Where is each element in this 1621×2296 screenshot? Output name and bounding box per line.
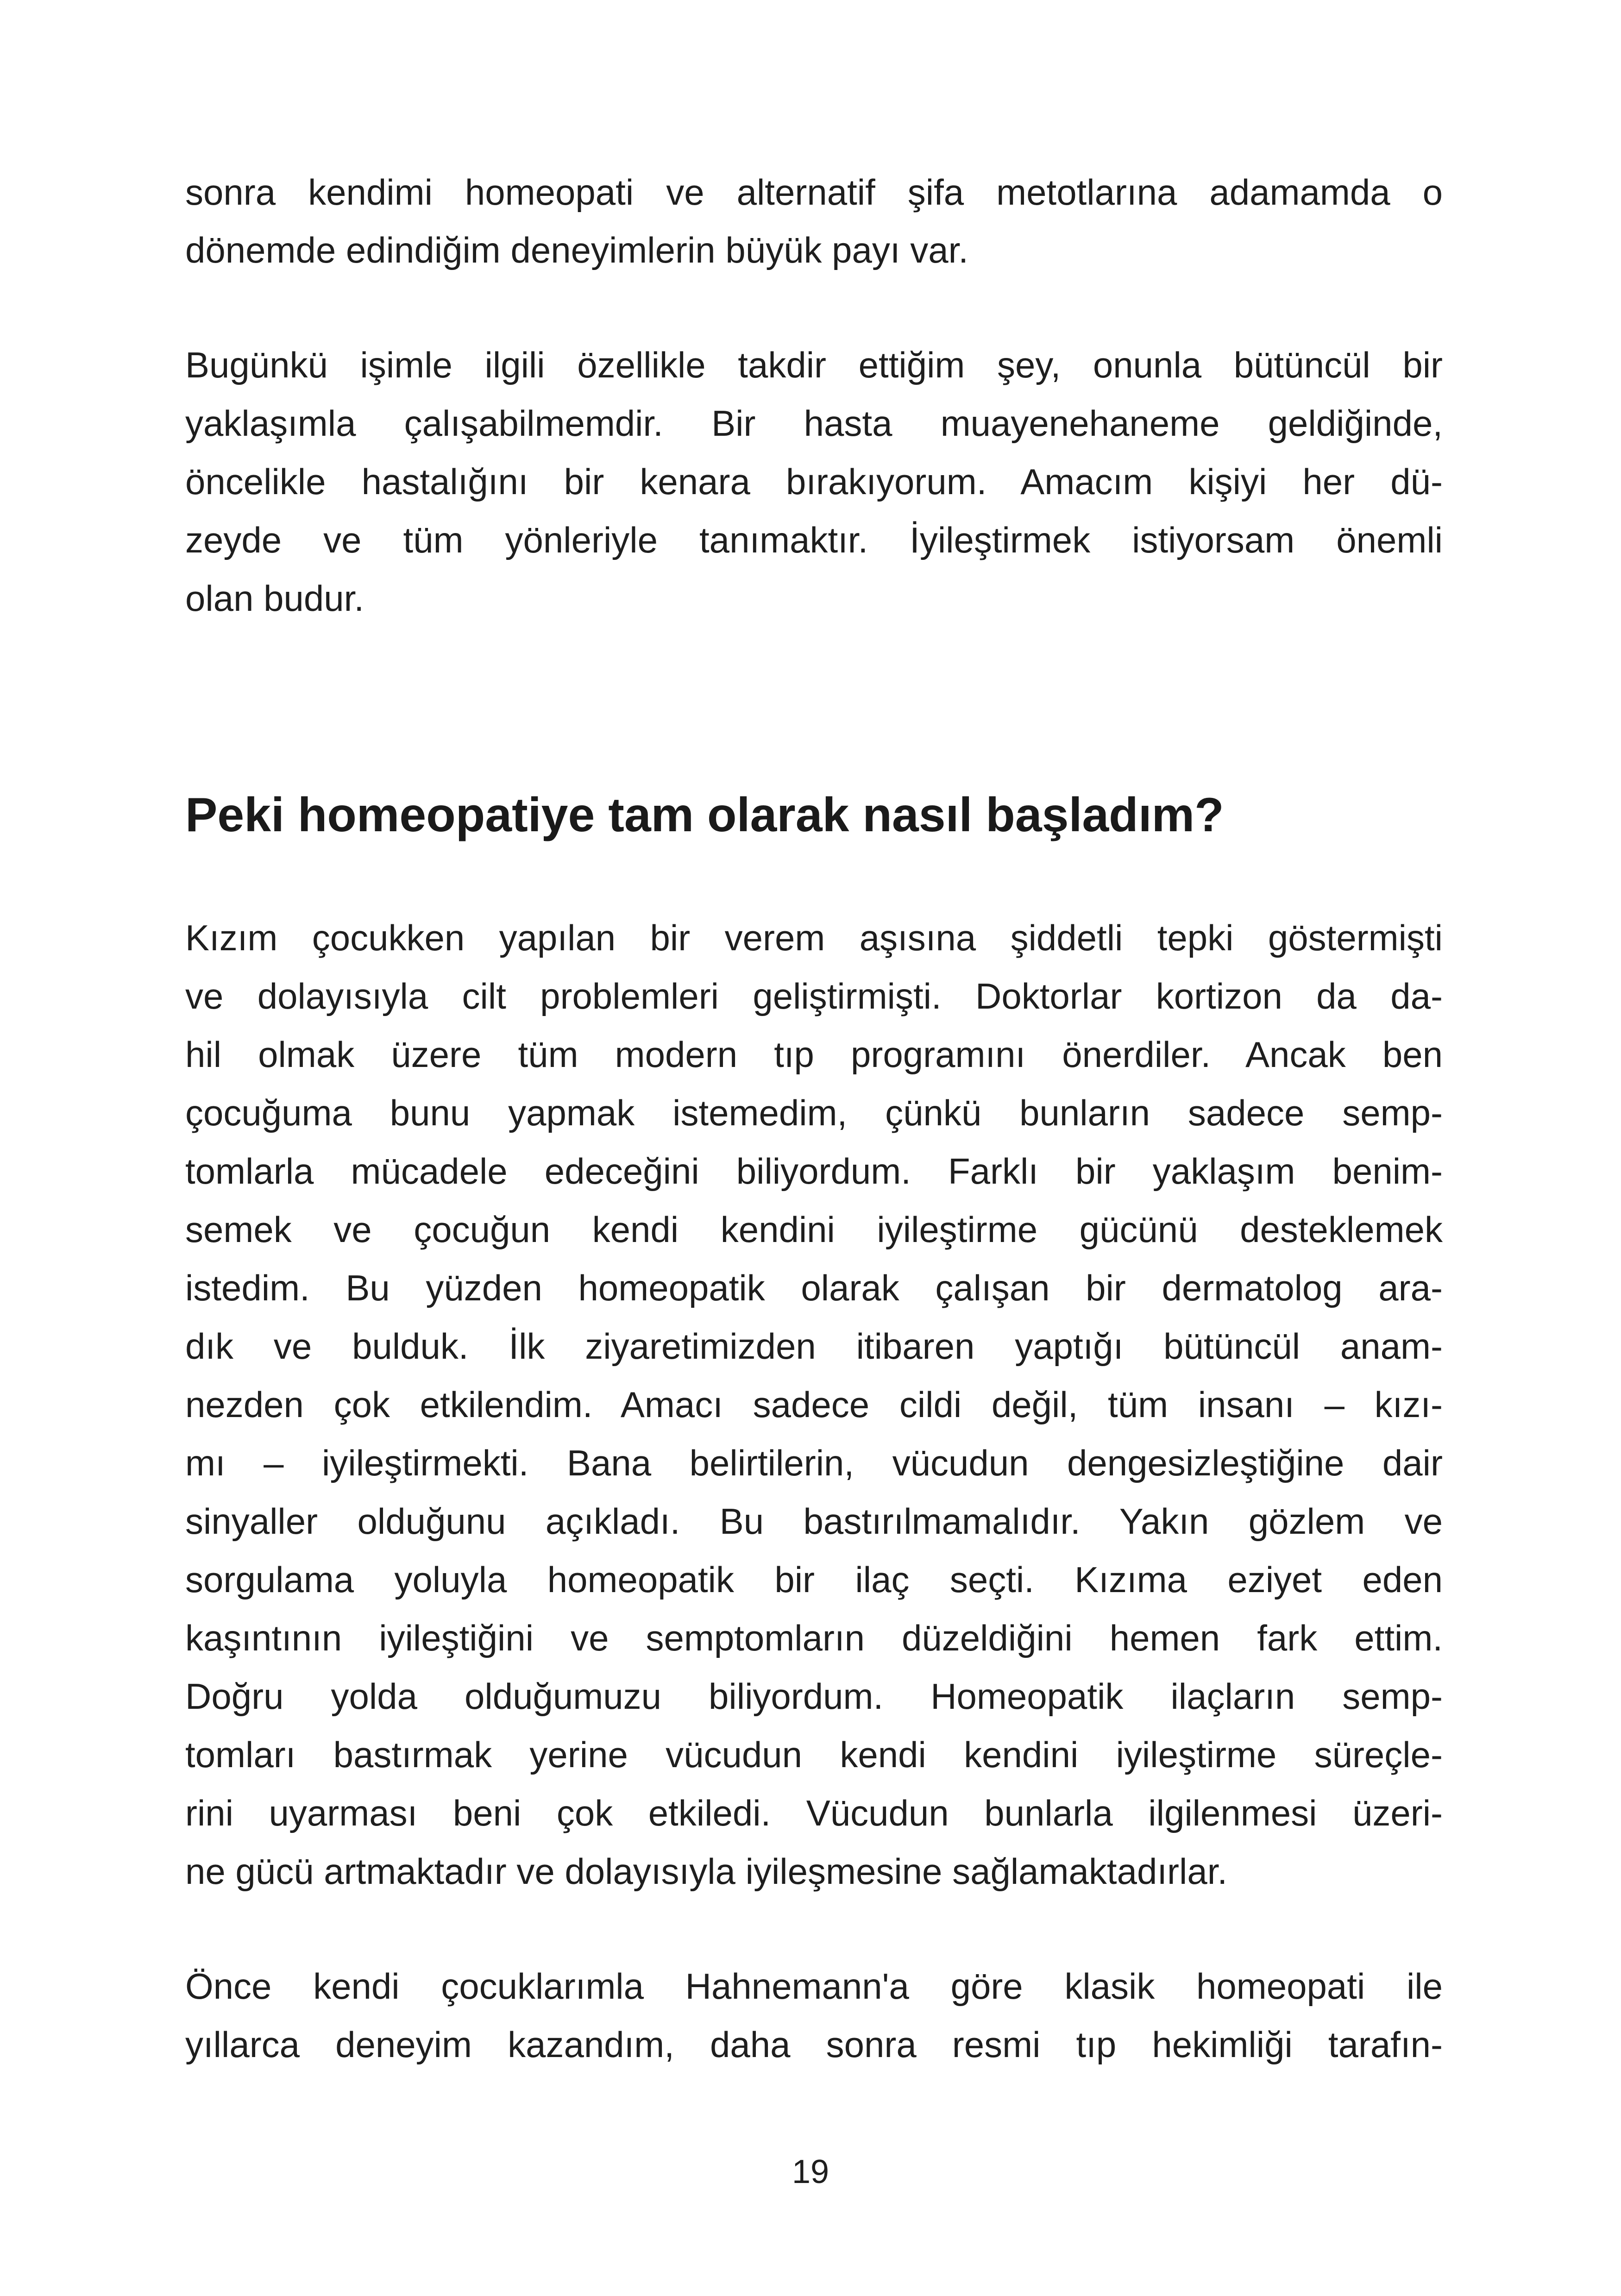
paragraph-3-line-4: çocuğuma bunu yapmak istemedim, çünkü bunların sadece semp- <box>185 1092 1443 1133</box>
paragraph-3-line-17: ne gücü artmaktadır ve dolayısıyla iyileşmesine sağlamaktadırlar. <box>185 1851 1228 1892</box>
paragraph-3-line-6: semek ve çocuğun kendi kendini iyileştirme gücünü desteklemek <box>185 1209 1443 1250</box>
paragraph-3-line-1: Kızım çocukken yapılan bir verem aşısına şiddetli tepki göstermişti <box>185 917 1443 958</box>
paragraph-3-line-2: ve dolayısıyla cilt problemleri geliştirmişti. Doktorlar kortizon da da- <box>185 976 1443 1016</box>
paragraph-2-line-3: öncelikle hastalığını bir kenara bırakıyorum. Amacım kişiyi her dü- <box>185 461 1443 502</box>
paragraph-1-line-2: dönemde edindiğim deneyimlerin büyük payı var. <box>185 230 968 270</box>
paragraph-3-line-3: hil olmak üzere tüm modern tıp programını önerdiler. Ancak ben <box>185 1034 1443 1075</box>
paragraph-3-line-9: nezden çok etkilendim. Amacı sadece cildi değil, tüm insanı – kızı- <box>185 1384 1443 1425</box>
paragraph-3-line-10: mı – iyileştirmekti. Bana belirtilerin, vücudun dengesizleştiğine dair <box>185 1443 1443 1483</box>
paragraph-2-line-5: olan budur. <box>185 578 364 619</box>
paragraph-3-line-7: istedim. Bu yüzden homeopatik olarak çalışan bir dermatolog ara- <box>185 1267 1443 1308</box>
paragraph-4-line-2: yıllarca deneyim kazandım, daha sonra resmi tıp hekimliği tarafın- <box>185 2024 1443 2065</box>
paragraph-4-line-1: Önce kendi çocuklarımla Hahnemann'a göre klasik homeopati ile <box>185 1966 1443 2007</box>
paragraph-3-line-8: dık ve bulduk. İlk ziyaretimizden itibaren yaptığı bütüncül anam- <box>185 1326 1443 1367</box>
paragraph-3-line-16: rini uyarması beni çok etkiledi. Vücudun bunlarla ilgilenmesi üzeri- <box>185 1793 1443 1833</box>
paragraph-3-line-13: kaşıntının iyileştiğini ve semptomların düzeldiğini hemen fark ettim. <box>185 1618 1443 1658</box>
paragraph-3-line-15: tomları bastırmak yerine vücudun kendi kendini iyileştirme süreçle- <box>185 1734 1443 1775</box>
paragraph-2-line-2: yaklaşımla çalışabilmemdir. Bir hasta muayenehaneme geldiğinde, <box>185 403 1443 444</box>
paragraph-2-line-1: Bugünkü işimle ilgili özellikle takdir ettiğim şey, onunla bütüncül bir <box>185 345 1443 385</box>
section-heading: Peki homeopatiye tam olarak nasıl başladım? <box>185 788 1224 842</box>
paragraph-3-line-12: sorgulama yoluyla homeopatik bir ilaç seçti. Kızıma eziyet eden <box>185 1559 1443 1600</box>
paragraph-3-line-11: sinyaller olduğunu açıkladı. Bu bastırılmamalıdır. Yakın gözlem ve <box>185 1501 1443 1542</box>
paragraph-1-line-1: sonra kendimi homeopati ve alternatif şifa metotlarına adamamda o <box>185 172 1443 213</box>
paragraph-3-line-14: Doğru yolda olduğumuzu biliyordum. Homeopatik ilaçların semp- <box>185 1676 1443 1717</box>
paragraph-2-line-4: zeyde ve tüm yönleriyle tanımaktır. İyileştirmek istiyorsam önemli <box>185 520 1443 560</box>
paragraph-3-line-5: tomlarla mücadele edeceğini biliyordum. Farklı bir yaklaşım benim- <box>185 1151 1443 1192</box>
page-number: 19 <box>792 2153 829 2190</box>
